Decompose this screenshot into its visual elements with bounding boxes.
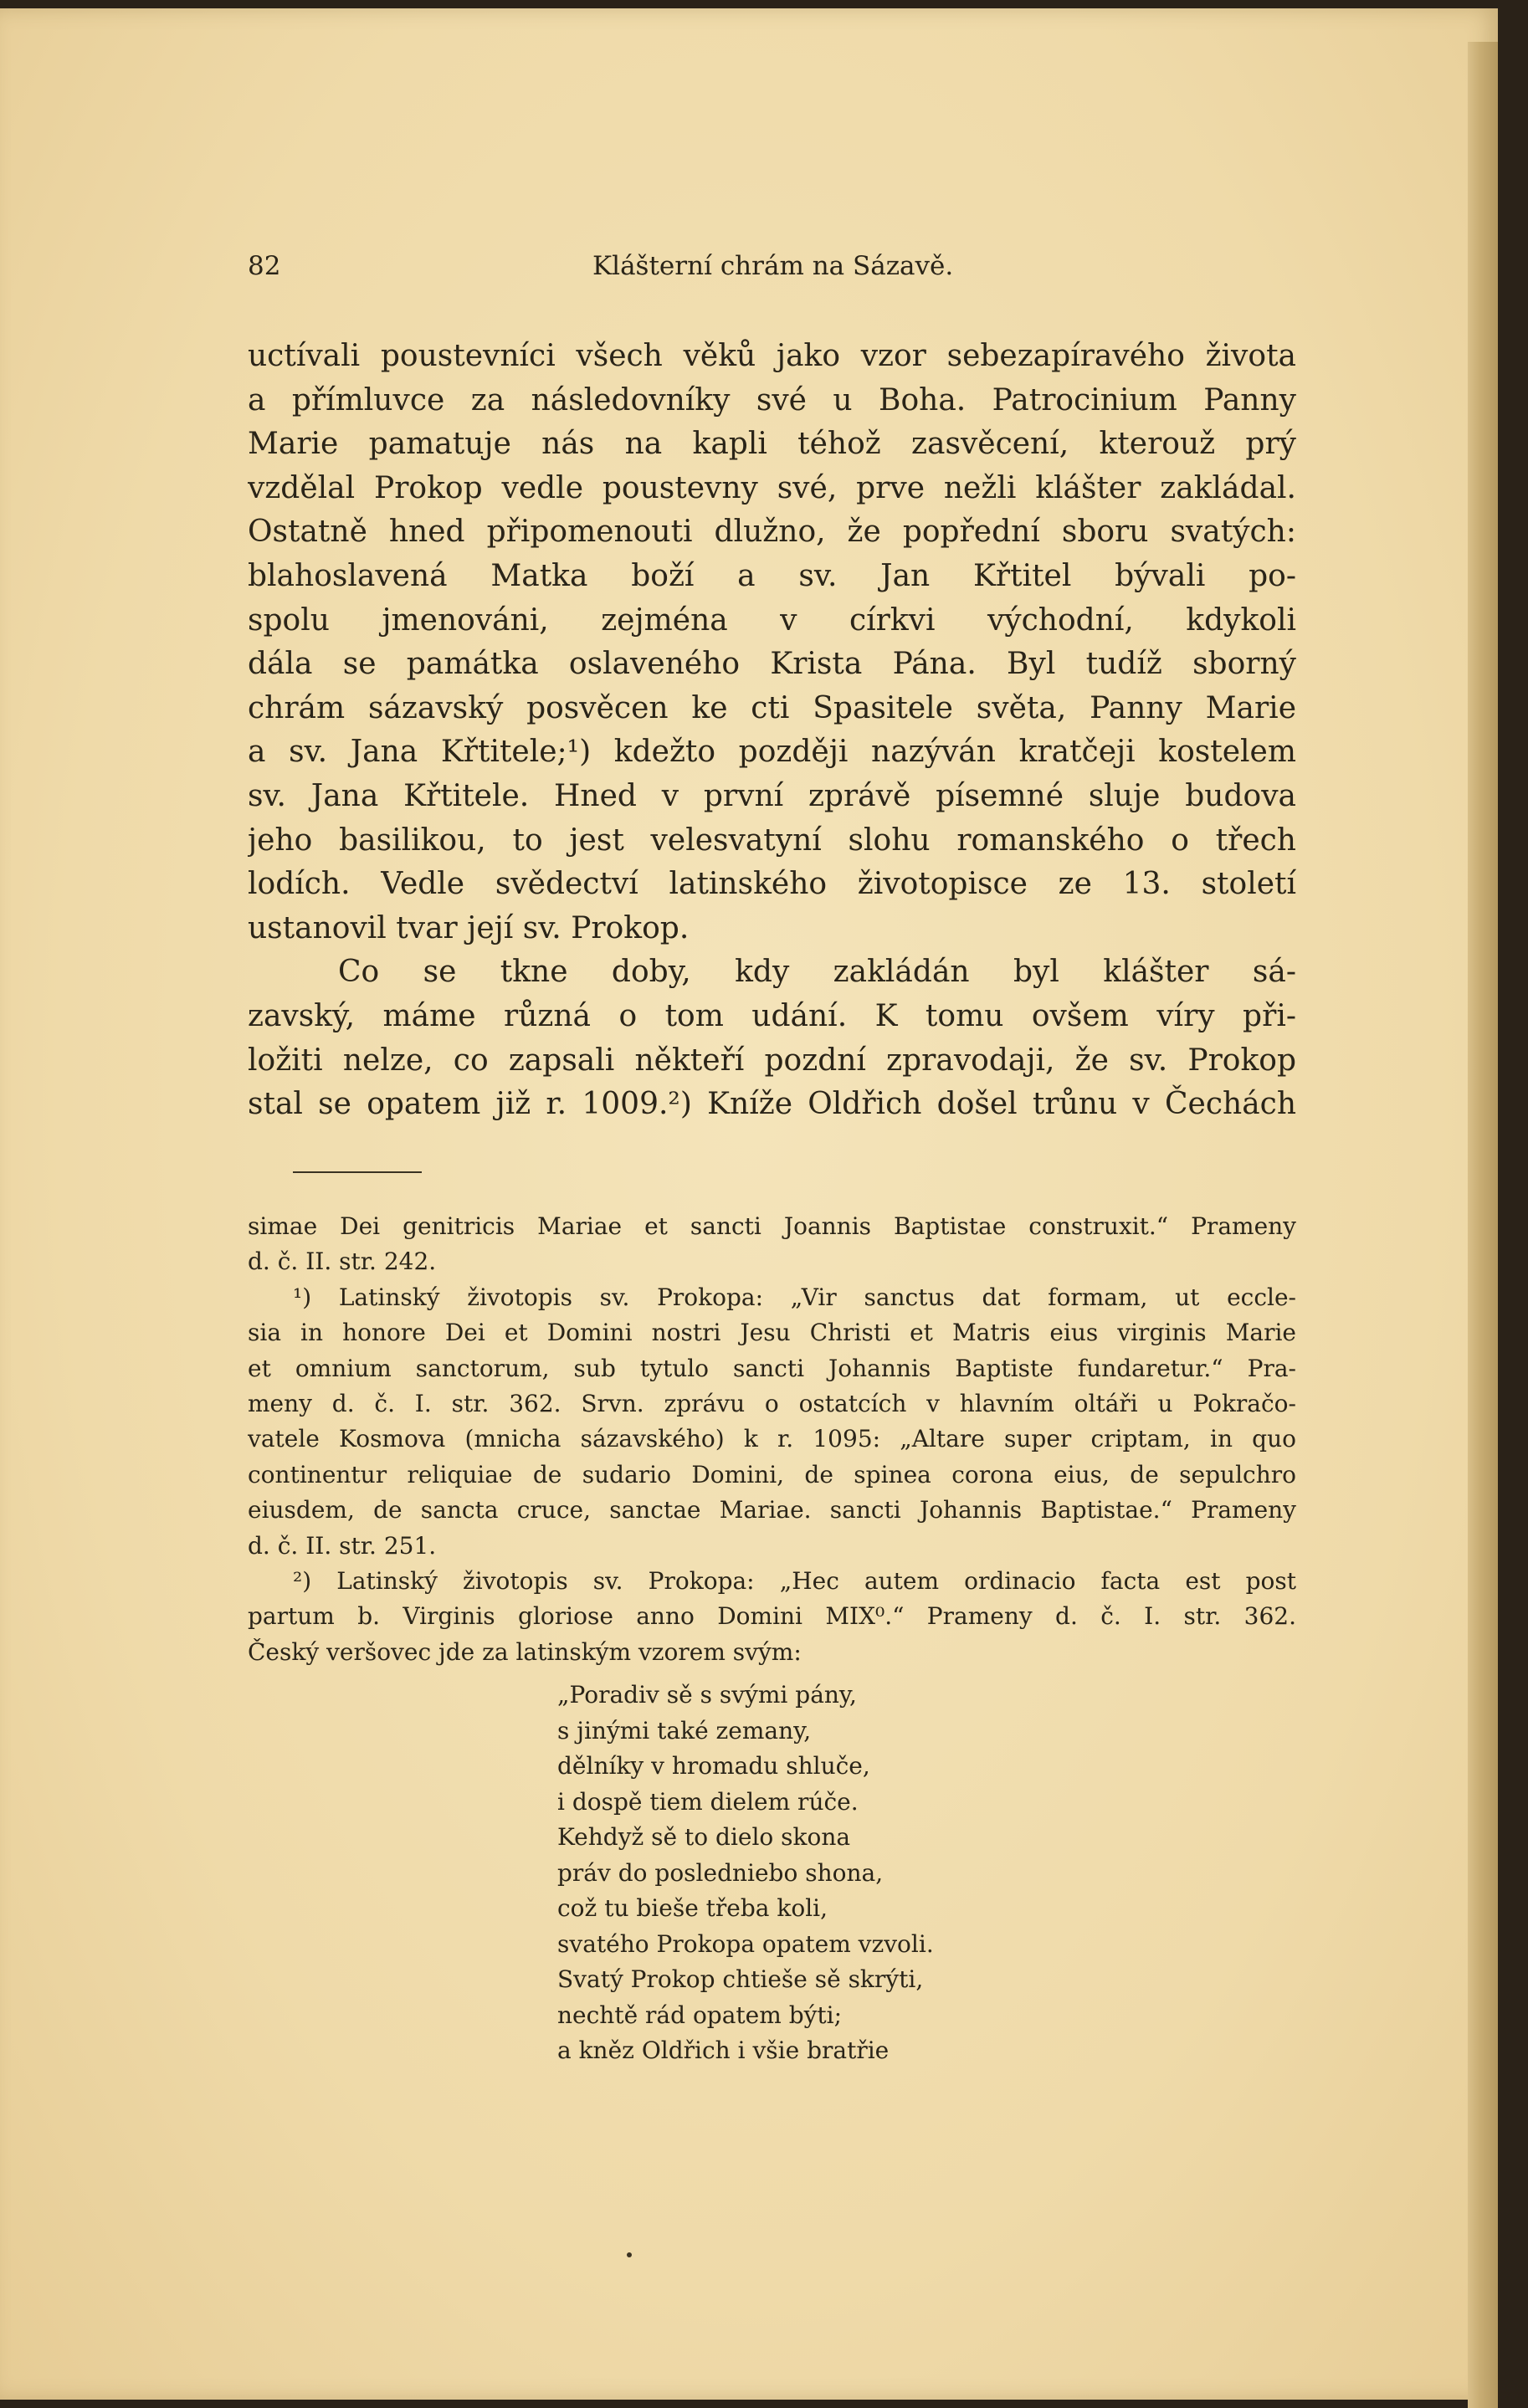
text-line: a přímluvce za následovníky své u Boha. Patrocinium Panny: [248, 382, 1296, 418]
text-line: Marie pamatuje nás na kapli téhož zasvěcení, kterouž prý: [248, 427, 1296, 462]
footnote-line: d. č. II. str. 242.: [248, 1248, 437, 1276]
page-edge: [1468, 42, 1498, 2408]
footnote-line: meny d. č. I. str. 362. Srvn. zprávu o ostatcích v hlavním oltáři u Pokračo-: [248, 1389, 1296, 1417]
page-header: [248, 251, 1296, 284]
text-line: Ostatně hned připomenouti dlužno, že popřední sboru svatých:: [248, 515, 1296, 550]
verse-line: i dospě tiem dielem rúče.: [557, 1787, 859, 1816]
verse-line: dělníky v hromadu shluče,: [557, 1752, 870, 1780]
text-line: uctívali poustevníci všech věků jako vzor sebezapíravého života: [248, 339, 1296, 373]
main-text: [248, 335, 1296, 1127]
footnote-line: sia in honore Dei et Domini nostri Jesu Christi et Matris eius virginis Marie: [248, 1319, 1296, 1347]
verse-line: což tu bieše třeba koli,: [557, 1894, 828, 1922]
verse-line: s jinými také zemany,: [557, 1716, 812, 1745]
verse-line: a kněz Oldřich i všie bratřie: [557, 2037, 890, 2064]
text-line: stal se opatem již r. 1009.²) Kníže Oldřich došel trůnu v Čechách: [248, 1087, 1296, 1122]
footnote-line: eiusdem, de sancta cruce, sanctae Mariae. sancti Johannis Baptistae.“ Prameny: [248, 1496, 1296, 1524]
verse-line: práv do posledniebo shona,: [557, 1858, 884, 1887]
footnote-line: partum b. Virginis gloriose anno Domini MIX⁰.“ Prameny d. č. I. str. 362.: [248, 1602, 1296, 1631]
footnote-rule: [293, 1171, 422, 1173]
text-line: vzdělal Prokop vedle poustevny své, prve nežli klášter zakládal.: [248, 470, 1296, 505]
footnote-line: ²) Latinský životopis sv. Prokopa: „Hec autem ordinacio facta est post: [293, 1566, 1296, 1595]
verse-line: svatého Prokopa opatem vzvoli.: [557, 1929, 934, 1958]
footnote-line: simae Dei genitricis Mariae et sancti Joannis Baptistae construxit.“ Prameny: [248, 1212, 1296, 1240]
footnote-line: d. č. II. str. 251.: [248, 1531, 437, 1560]
text-line: ustanovil tvar její sv. Prokop.: [248, 910, 690, 945]
text-line: sv. Jana Křtitele. Hned v první zprávě písemné sluje budova: [248, 778, 1296, 813]
footnote-line: Český veršovec jde za latinským vzorem svým:: [248, 1637, 802, 1666]
verse-line: nechtě rád opatem býti;: [557, 2001, 843, 2029]
text-line: dála se památka oslaveného Krista Pána. Byl tudíž sborný: [248, 647, 1296, 682]
text-line: spolu jmenováni, zejména v církvi východní, kdykoli: [248, 602, 1296, 638]
footnote-line: continentur reliquiae de sudario Domini, de spinea corona eius, de sepulchro: [248, 1460, 1296, 1488]
verse-line: Kehdyž sě to dielo skona: [557, 1823, 851, 1851]
text-line: ložiti nelze, co zapsali někteří pozdní zpravodaji, že sv. Prokop: [248, 1043, 1296, 1078]
footnotes: [248, 1209, 1296, 1670]
text-line: lodích. Vedle svědectví latinského životopisce ze 13. století: [248, 867, 1296, 902]
verse-line: „Poradiv sě s svými pány,: [557, 1681, 857, 1709]
text-line: zavský, máme různá o tom udání. K tomu ovšem víry při-: [248, 998, 1296, 1033]
page-number: 82: [248, 251, 281, 281]
verse-quote: [557, 1678, 1026, 2069]
footnote-line: et omnium sanctorum, sub tytulo sancti Johannis Baptiste fundaretur.“ Pra-: [248, 1354, 1296, 1382]
verse-line: Svatý Prokop chtieše sě skrýti,: [557, 1965, 924, 1993]
text-line: blahoslavená Matka boží a sv. Jan Křtitel bývali po-: [248, 558, 1296, 593]
ink-speck: [627, 2252, 632, 2257]
footnote-line: vatele Kosmova (mnicha sázavského) k r. 1095: „Altare super criptam, in quo: [248, 1425, 1296, 1453]
text-line: a sv. Jana Křtitele;¹) kdežto později nazýván kratčeji kostelem: [248, 735, 1296, 770]
text-line: chrám sázavský posvěcen ke cti Spasitele světa, Panny Marie: [248, 690, 1296, 725]
text-line: jeho basilikou, to jest velesvatyní slohu romanského o třech: [248, 822, 1296, 858]
text-line: Co se tkne doby, kdy zakládán byl klášter sá-: [338, 955, 1296, 990]
footnote-line: ¹) Latinský životopis sv. Prokopa: „Vir sanctus dat formam, ut eccle-: [293, 1283, 1296, 1311]
running-title: Klášterní chrám na Sázavě.: [592, 251, 954, 281]
